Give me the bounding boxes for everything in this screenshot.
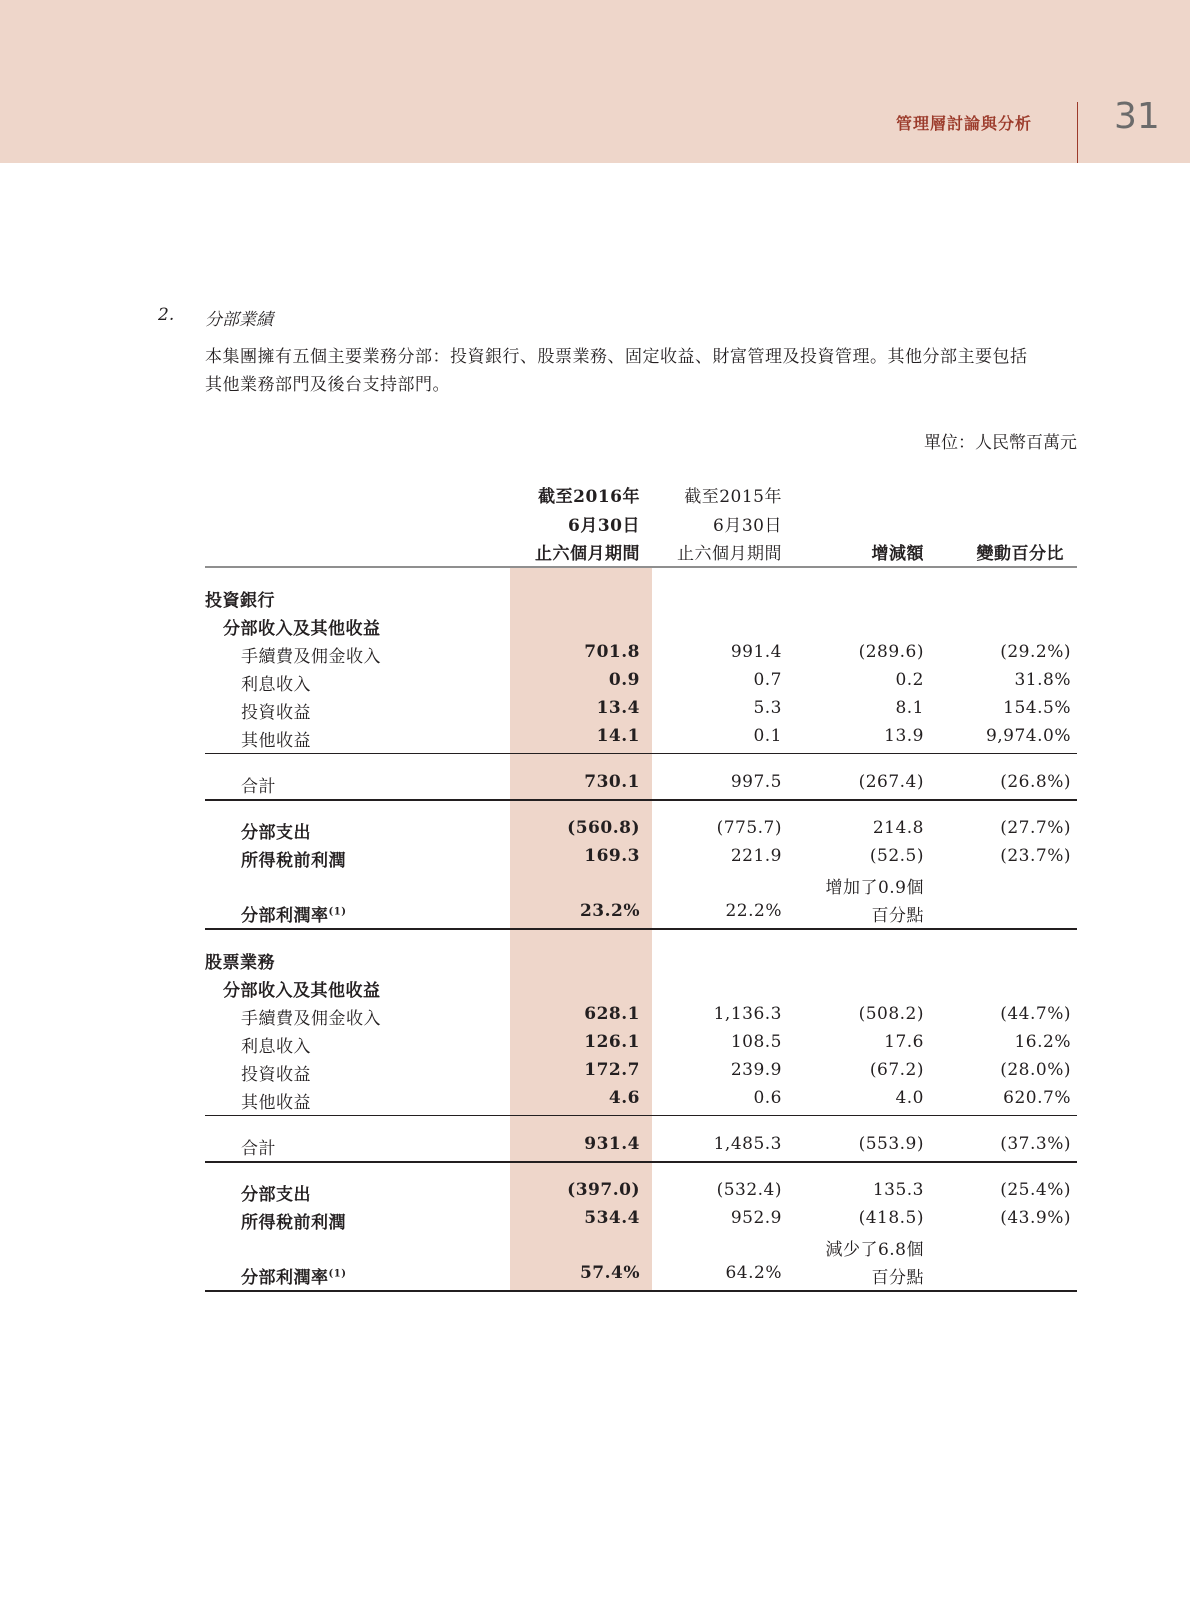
- col-header-2016: 截至2016年: [538, 487, 640, 507]
- value-2015: (532.4): [716, 1180, 782, 1200]
- row-label: 分部利潤率$^{(1)}$: [241, 1268, 347, 1288]
- segment-subtitle: 分部收入及其他收益: [223, 619, 381, 639]
- value-change: (267.4): [858, 772, 924, 792]
- row-label: 所得稅前利潤: [241, 1213, 346, 1233]
- value-2016: 931.4: [584, 1134, 640, 1154]
- segment-title: 投資銀行: [205, 591, 275, 611]
- section-title: 分部業績: [205, 310, 273, 330]
- row-label: 利息收入: [241, 1037, 311, 1057]
- section-number: 2.: [158, 305, 175, 325]
- col-header-change-pct: 變動百分比: [976, 544, 1064, 564]
- row-label: 分部支出: [241, 823, 311, 843]
- value-2015: 108.5: [730, 1032, 782, 1052]
- row-label: 其他收益: [241, 731, 311, 751]
- row-label: 手續費及佣金收入: [241, 1009, 381, 1029]
- value-change: (418.5): [858, 1208, 924, 1228]
- value-2015: 239.9: [730, 1060, 782, 1080]
- value-2016: 13.4: [596, 698, 640, 718]
- row-label: 合計: [241, 777, 276, 797]
- value-2016: 57.4%: [579, 1263, 640, 1283]
- unit-label: 單位：人民幣百萬元: [924, 433, 1077, 453]
- col-header-change: 增減額: [871, 544, 924, 564]
- value-2016: 4.6: [608, 1088, 640, 1108]
- value-2015: 0.6: [753, 1088, 782, 1108]
- value-change-pct: 154.5%: [1003, 698, 1071, 718]
- row-label: 投資收益: [241, 703, 311, 723]
- header-rule: [205, 566, 1077, 568]
- value-change-pct: (29.2%): [1000, 642, 1071, 662]
- value-change: 214.8: [872, 818, 924, 838]
- value-2016: 23.2%: [579, 901, 640, 921]
- value-change-pct: (43.9%): [1000, 1208, 1071, 1228]
- header-title: 管理層討論與分析: [895, 114, 1032, 133]
- value-change-pct: (37.3%): [1000, 1134, 1071, 1154]
- value-change: (289.6): [858, 642, 924, 662]
- value-2016: 730.1: [584, 772, 640, 792]
- value-2016: 701.8: [584, 642, 640, 662]
- row-label: 其他收益: [241, 1093, 311, 1113]
- row-label: 合計: [241, 1139, 276, 1159]
- col-header-2016: 止六個月期間: [535, 544, 640, 564]
- total-rule: [205, 799, 1077, 801]
- header-divider: [1077, 102, 1078, 163]
- subtotal-rule: [205, 753, 1077, 754]
- total-rule: [205, 1161, 1077, 1163]
- row-label: 利息收入: [241, 675, 311, 695]
- value-2015: 221.9: [730, 846, 782, 866]
- page-number: 31: [1114, 96, 1160, 137]
- footnote-marker: (1): [328, 1268, 347, 1280]
- margin-change-line1: 增加了0.9個: [825, 878, 924, 898]
- value-change: 17.6: [884, 1032, 924, 1052]
- value-change: 8.1: [895, 698, 924, 718]
- value-change-pct: (28.0%): [1000, 1060, 1071, 1080]
- margin-change-line2: 百分點: [871, 906, 924, 926]
- row-label: 分部支出: [241, 1185, 311, 1205]
- value-change-pct: 620.7%: [1003, 1088, 1071, 1108]
- value-2015: 997.5: [730, 772, 782, 792]
- footnote-marker: (1): [328, 906, 347, 918]
- value-2015: 0.7: [753, 670, 782, 690]
- col-header-2015: 截至2015年: [684, 487, 782, 507]
- row-label: 所得稅前利潤: [241, 851, 346, 871]
- segment-end-rule: [205, 1290, 1077, 1292]
- value-2015: 22.2%: [725, 901, 782, 921]
- value-change: 4.0: [895, 1088, 924, 1108]
- value-2015: 1,485.3: [713, 1134, 782, 1154]
- value-change-pct: (44.7%): [1000, 1004, 1071, 1024]
- value-2015: 1,136.3: [713, 1004, 782, 1024]
- value-2016: 169.3: [584, 846, 640, 866]
- value-change-pct: (23.7%): [1000, 846, 1071, 866]
- value-change: (67.2): [869, 1060, 924, 1080]
- value-2015: 0.1: [753, 726, 782, 746]
- value-2016: 628.1: [584, 1004, 640, 1024]
- value-2016: (560.8): [567, 818, 640, 838]
- col-header-2015: 止六個月期間: [677, 544, 782, 564]
- value-2015: 64.2%: [725, 1263, 782, 1283]
- value-2016: (397.0): [567, 1180, 640, 1200]
- value-2015: 5.3: [753, 698, 782, 718]
- value-change: 0.2: [895, 670, 924, 690]
- value-2015: 952.9: [730, 1208, 782, 1228]
- value-2016: 0.9: [608, 670, 640, 690]
- value-2016: 126.1: [584, 1032, 640, 1052]
- value-change: 13.9: [884, 726, 924, 746]
- col-header-2016: 6月30日: [568, 516, 640, 536]
- value-change: (508.2): [858, 1004, 924, 1024]
- value-2016: 172.7: [584, 1060, 640, 1080]
- value-change-pct: 31.8%: [1014, 670, 1071, 690]
- row-label: 手續費及佣金收入: [241, 647, 381, 667]
- row-label: 投資收益: [241, 1065, 311, 1085]
- intro-paragraph: [205, 343, 1080, 399]
- col-header-2015: 6月30日: [713, 516, 782, 536]
- segment-title: 股票業務: [205, 953, 275, 973]
- margin-change-line2: 百分點: [871, 1268, 924, 1288]
- segment-end-rule: [205, 928, 1077, 930]
- intro-line-1: 本集團擁有五個主要業務分部：投資銀行、股票業務、固定收益、財富管理及投資管理。其他分部主要包括: [205, 347, 1028, 367]
- intro-line-2: 其他業務部門及後台支持部門。: [205, 375, 450, 395]
- margin-change-line1: 減少了6.8個: [825, 1240, 924, 1260]
- subtotal-rule: [205, 1115, 1077, 1116]
- value-change-pct: (26.8%): [1000, 772, 1071, 792]
- value-change: 135.3: [872, 1180, 924, 1200]
- value-2015: 991.4: [730, 642, 782, 662]
- value-change-pct: 16.2%: [1014, 1032, 1071, 1052]
- value-2016: 14.1: [596, 726, 640, 746]
- value-change: (52.5): [869, 846, 924, 866]
- row-label: 分部利潤率$^{(1)}$: [241, 906, 347, 926]
- value-2015: (775.7): [716, 818, 782, 838]
- value-change-pct: (27.7%): [1000, 818, 1071, 838]
- header-band: [0, 0, 1190, 163]
- value-change-pct: 9,974.0%: [985, 726, 1071, 746]
- value-2016: 534.4: [584, 1208, 640, 1228]
- segment-subtitle: 分部收入及其他收益: [223, 981, 381, 1001]
- value-change: (553.9): [858, 1134, 924, 1154]
- value-change-pct: (25.4%): [1000, 1180, 1071, 1200]
